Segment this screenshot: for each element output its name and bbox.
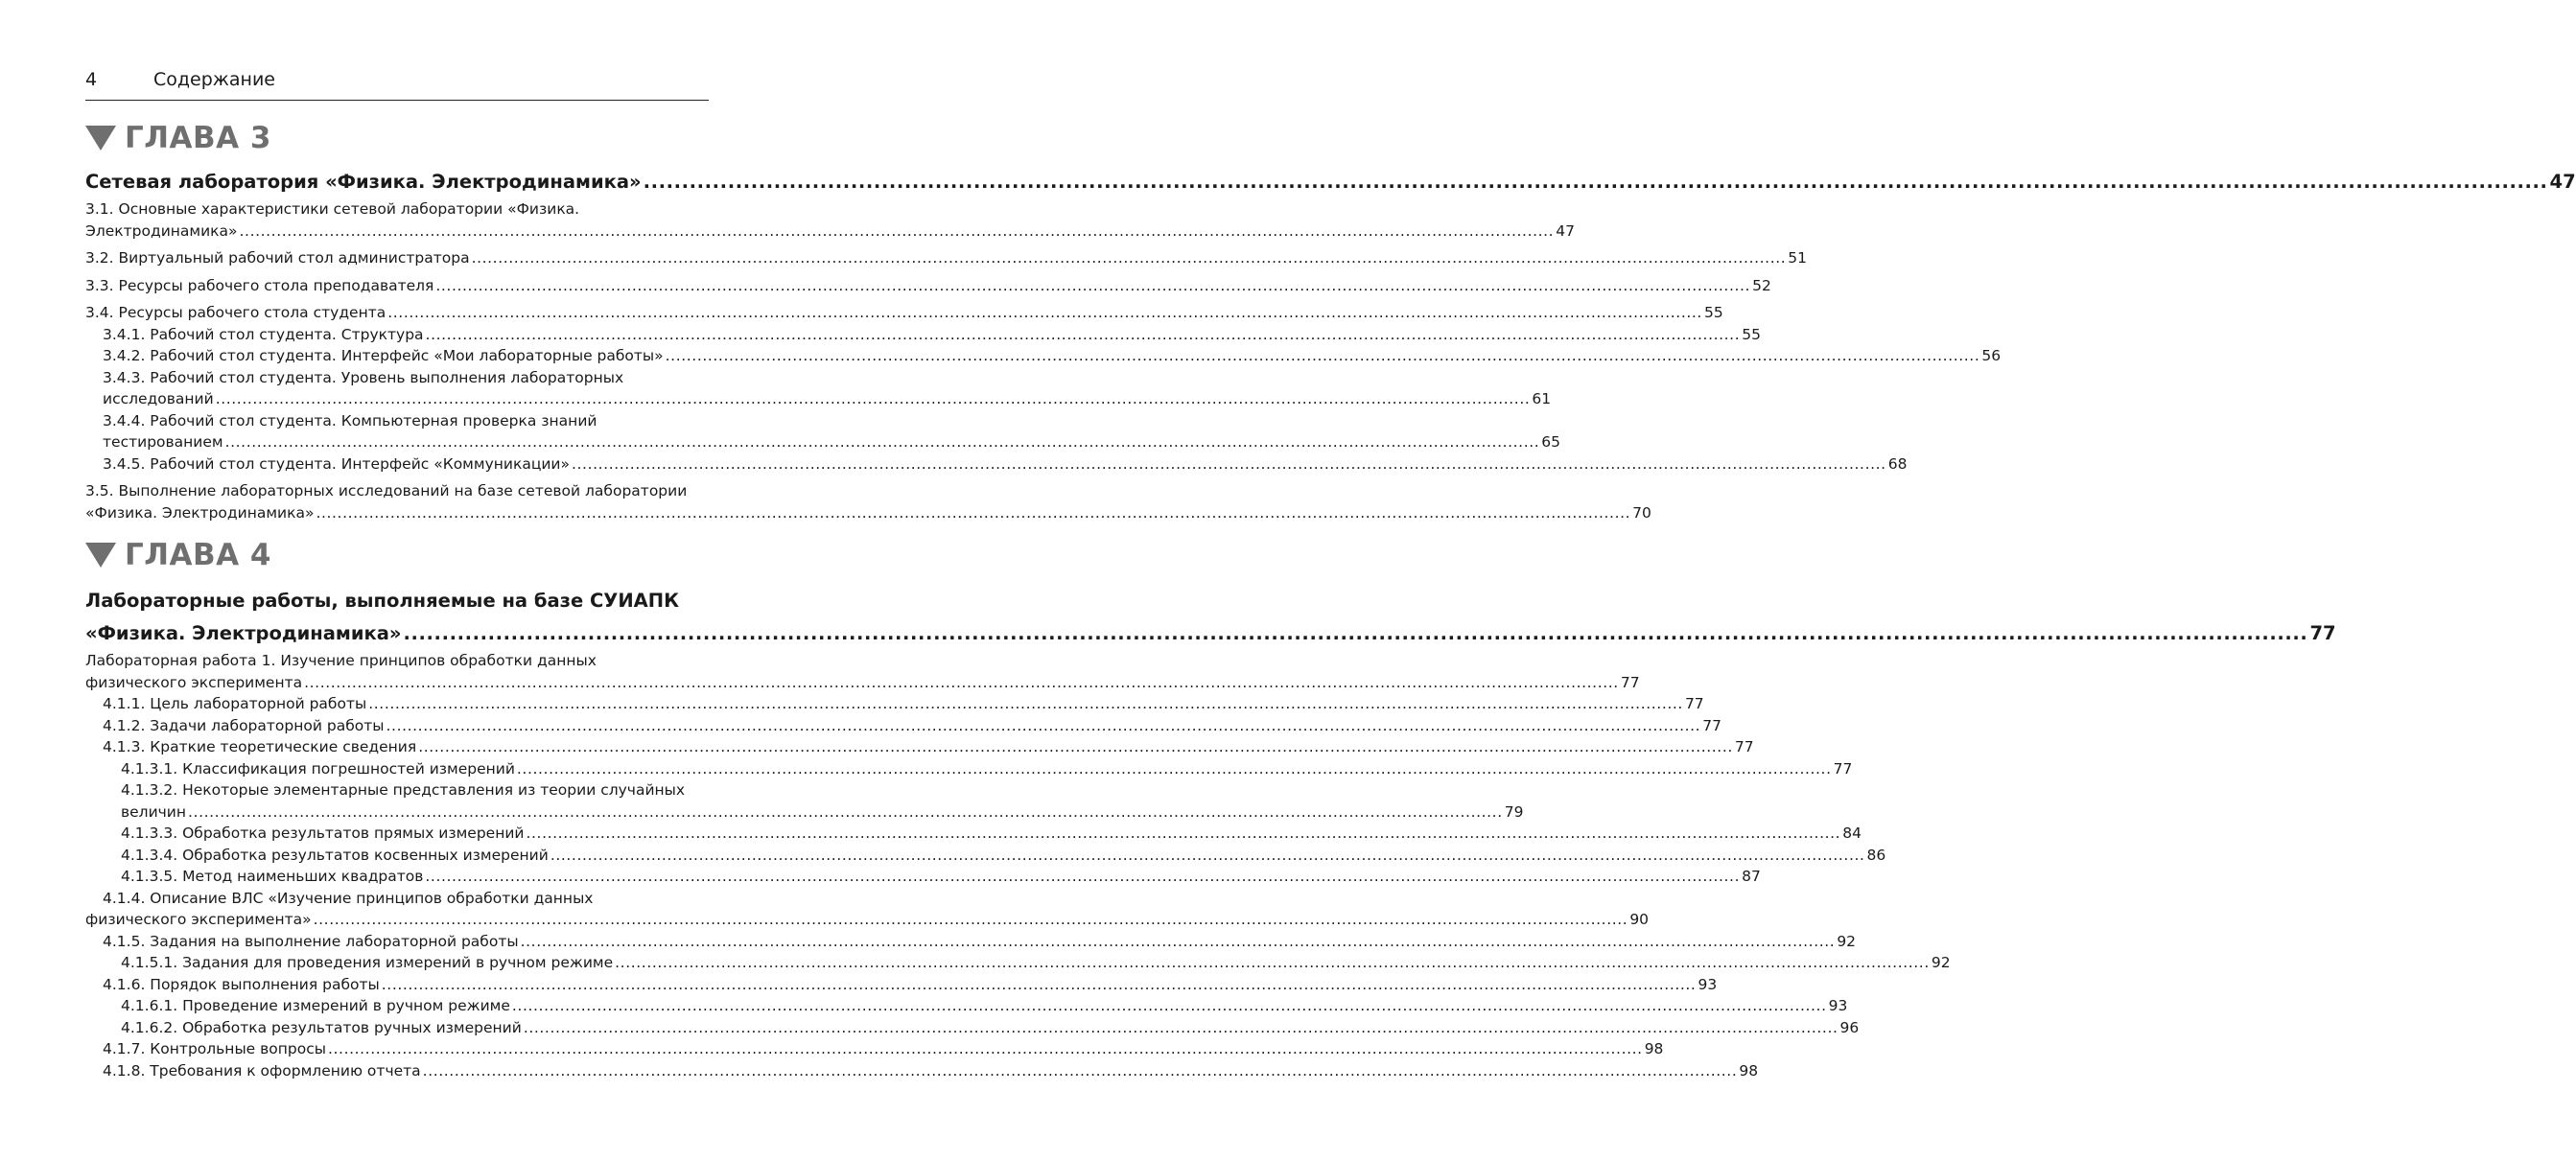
page-number: 4 <box>85 69 98 90</box>
toc-entry-text-line1: 3.4.3. Рабочий стол студента. Уровень выполнения лабораторных <box>103 368 624 386</box>
toc-entry-text: 4.1.1. Цель лабораторной работы <box>103 695 367 712</box>
chapter-4-title <box>85 585 2336 650</box>
toc-entry-page: 96 <box>1839 1018 1860 1036</box>
toc-entry-text: 3.4.1. Рабочий стол студента. Структура <box>103 325 424 343</box>
toc-entry-text: 3.4. Ресурсы рабочего стола студента <box>85 304 386 321</box>
toc-entry-page: 55 <box>1742 325 1761 343</box>
toc-entry-4-1-3 <box>85 736 1754 758</box>
toc-entry-text-line1: 3.1. Основные характеристики сетевой лаборатории «Физика. <box>85 200 580 218</box>
toc-entry-text: 4.1.8. Требования к оформлению отчета <box>103 1061 421 1080</box>
toc-entry-text: Электродинамика» <box>85 221 238 240</box>
chapter-4-title-page: 77 <box>2309 622 2336 644</box>
toc-entry-text: 3.4.5. Рабочий стол студента. Интерфейс «Коммуникации» <box>103 454 570 473</box>
toc-entry-page: 47 <box>1556 221 1575 240</box>
toc-entry-text: 3.2. Виртуальный рабочий стол администратора <box>85 249 470 267</box>
toc-entry-text: 3.4.2. Рабочий стол студента. Интерфейс «Мои лабораторные работы» <box>103 347 664 364</box>
toc-entry-3-5 <box>85 480 1651 523</box>
toc-entry-4-1-1 <box>85 693 1704 715</box>
chapter-4-label: ГЛАВА 4 <box>125 538 271 572</box>
chapter-4-toc <box>85 585 2336 1081</box>
toc-entry-page: 68 <box>1887 454 1908 473</box>
toc-entry-text: 4.1.7. Контрольные вопросы <box>103 1040 326 1057</box>
chapter-3-title <box>85 166 2576 198</box>
toc-entry-4-1-5 <box>85 931 1857 953</box>
chapter-3-toc <box>85 166 2576 523</box>
toc-entry-3-4-4 <box>85 410 1561 453</box>
toc-entry-page: 61 <box>1532 390 1552 407</box>
toc-entry-text: 4.1.5.1. Задания для проведения измерений в ручном режиме <box>121 954 614 971</box>
toc-entry-text-line1: 4.1.3.2. Некоторые элементарные представления из теории случайных <box>121 781 686 799</box>
toc-entry-3-4 <box>85 302 1723 324</box>
toc-entry-text: 4.1.3.5. Метод наименьших квадратов <box>121 868 424 885</box>
toc-entry-text-line1: 3.4.4. Рабочий стол студента. Компьютерная проверка знаний <box>103 411 597 430</box>
toc-entry-text: 4.1.6.1. Проведение измерений в ручном режиме <box>121 997 510 1014</box>
toc-entry-text: тестированием <box>103 433 223 451</box>
toc-entry-text: «Физика. Электродинамика» <box>85 503 315 522</box>
triangle-down-icon <box>85 543 116 568</box>
chapter-4-title-text: «Физика. Электродинамика» <box>85 622 402 644</box>
toc-entry-3-3 <box>85 275 1771 297</box>
toc-entry-text: 4.1.3. Краткие теоретические сведения <box>103 738 417 755</box>
toc-entry-text: 4.1.6. Порядок выполнения работы <box>103 975 380 993</box>
toc-entry-4-1-6-1 <box>85 995 1848 1017</box>
toc-entry-page: 55 <box>1703 304 1723 321</box>
toc-entry-3-1 <box>85 198 1575 242</box>
triangle-down-icon <box>85 126 116 151</box>
toc-entry-text: исследований <box>103 390 214 407</box>
chapter-4-title-line1: Лабораторные работы, выполняемые на базе СУИАПК <box>85 590 680 612</box>
toc-entry-4-1-8 <box>85 1060 1759 1082</box>
toc-entry-text-line1: 3.5. Выполнение лабораторных исследований на базе сетевой лаборатории <box>85 482 688 499</box>
toc-entry-text: 4.1.2. Задачи лабораторной работы <box>103 716 385 734</box>
toc-entry-page: 77 <box>1702 716 1721 734</box>
toc-entry-4-1-3-3 <box>85 823 1862 845</box>
toc-entry-page: 93 <box>1698 975 1718 993</box>
toc-entry-page: 93 <box>1828 997 1848 1014</box>
toc-entry-4-1-2 <box>85 715 1721 737</box>
toc-entry-text: 3.3. Ресурсы рабочего стола преподавателя <box>85 276 434 294</box>
toc-entry-3-2 <box>85 247 1808 269</box>
toc-entry-3-4-3 <box>85 367 1552 410</box>
toc-entry-4-1-6-2 <box>85 1017 1860 1039</box>
toc-entry-text: 4.1.3.4. Обработка результатов косвенных измерений <box>121 846 549 864</box>
toc-entry-page: 98 <box>1644 1040 1664 1057</box>
toc-entry-page: 98 <box>1739 1061 1759 1080</box>
chapter-3-title-page: 47 <box>2549 171 2576 193</box>
toc-entry-page: 52 <box>1752 276 1771 294</box>
toc-entry-text: 4.1.3.1. Классификация погрешностей измерений <box>121 759 515 778</box>
toc-entry-3-4-1 <box>85 324 1761 346</box>
toc-entry-page: 87 <box>1742 868 1761 885</box>
toc-entry-page: 51 <box>1788 249 1808 267</box>
toc-entry-page: 92 <box>1837 932 1857 950</box>
toc-entry-text: 4.1.6.2. Обработка результатов ручных измерений <box>121 1018 522 1036</box>
chapter-3-title-text: Сетевая лаборатория «Физика. Электродинамика» <box>85 171 642 193</box>
toc-entry-page: 79 <box>1504 802 1524 821</box>
toc-entry-page: 92 <box>1931 954 1951 971</box>
toc-entry-3-4-2 <box>85 345 2002 367</box>
toc-entry-page: 77 <box>1684 695 1704 712</box>
toc-entry-text: 4.1.3.3. Обработка результатов прямых измерений <box>121 824 525 842</box>
toc-entry-4-1-3-2 <box>85 779 1524 823</box>
toc-entry-3-4-5 <box>85 453 1908 476</box>
chapter-4-heading <box>85 536 271 574</box>
toc-entry-text: 4.1.5. Задания на выполнение лабораторной работы <box>103 932 519 950</box>
toc-entry-page: 77 <box>1620 673 1640 691</box>
toc-entry-page: 65 <box>1541 433 1561 451</box>
toc-entry-page: 84 <box>1842 824 1862 842</box>
toc-entry-page: 77 <box>1734 738 1754 755</box>
toc-entry-text-line1: Лабораторная работа 1. Изучение принципов обработки данных <box>85 652 597 669</box>
toc-entry-4-1-3-5 <box>85 866 1761 888</box>
toc-entry-4-1-3-1 <box>85 758 1853 780</box>
toc-entry-text: физического эксперимента <box>85 673 303 691</box>
running-head <box>85 67 709 101</box>
toc-entry-4-1-5-1 <box>85 952 1951 974</box>
toc-entry-4-1-7 <box>85 1038 1664 1060</box>
toc-entry-4-1-4 <box>85 888 1650 931</box>
running-head-title: Содержание <box>153 69 275 90</box>
toc-entry-4-1-3-4 <box>85 845 1886 867</box>
toc-entry-4-1-6 <box>85 974 1718 996</box>
chapter-3-label: ГЛАВА 3 <box>125 121 271 155</box>
toc-entry-text: физического эксперимента» <box>85 911 312 928</box>
toc-entry-page: 56 <box>1981 347 2002 364</box>
chapter-3-heading <box>85 119 271 157</box>
toc-entry-page: 86 <box>1866 846 1886 864</box>
toc-entry-text: величин <box>121 802 187 821</box>
toc-entry-text-line1: 4.1.4. Описание ВЛС «Изучение принципов обработки данных <box>103 889 594 907</box>
toc-entry-page: 90 <box>1629 911 1650 928</box>
toc-entry-page: 77 <box>1833 759 1853 778</box>
toc-entry-page: 70 <box>1632 503 1651 522</box>
toc-entry-lab-1 <box>85 650 1640 693</box>
